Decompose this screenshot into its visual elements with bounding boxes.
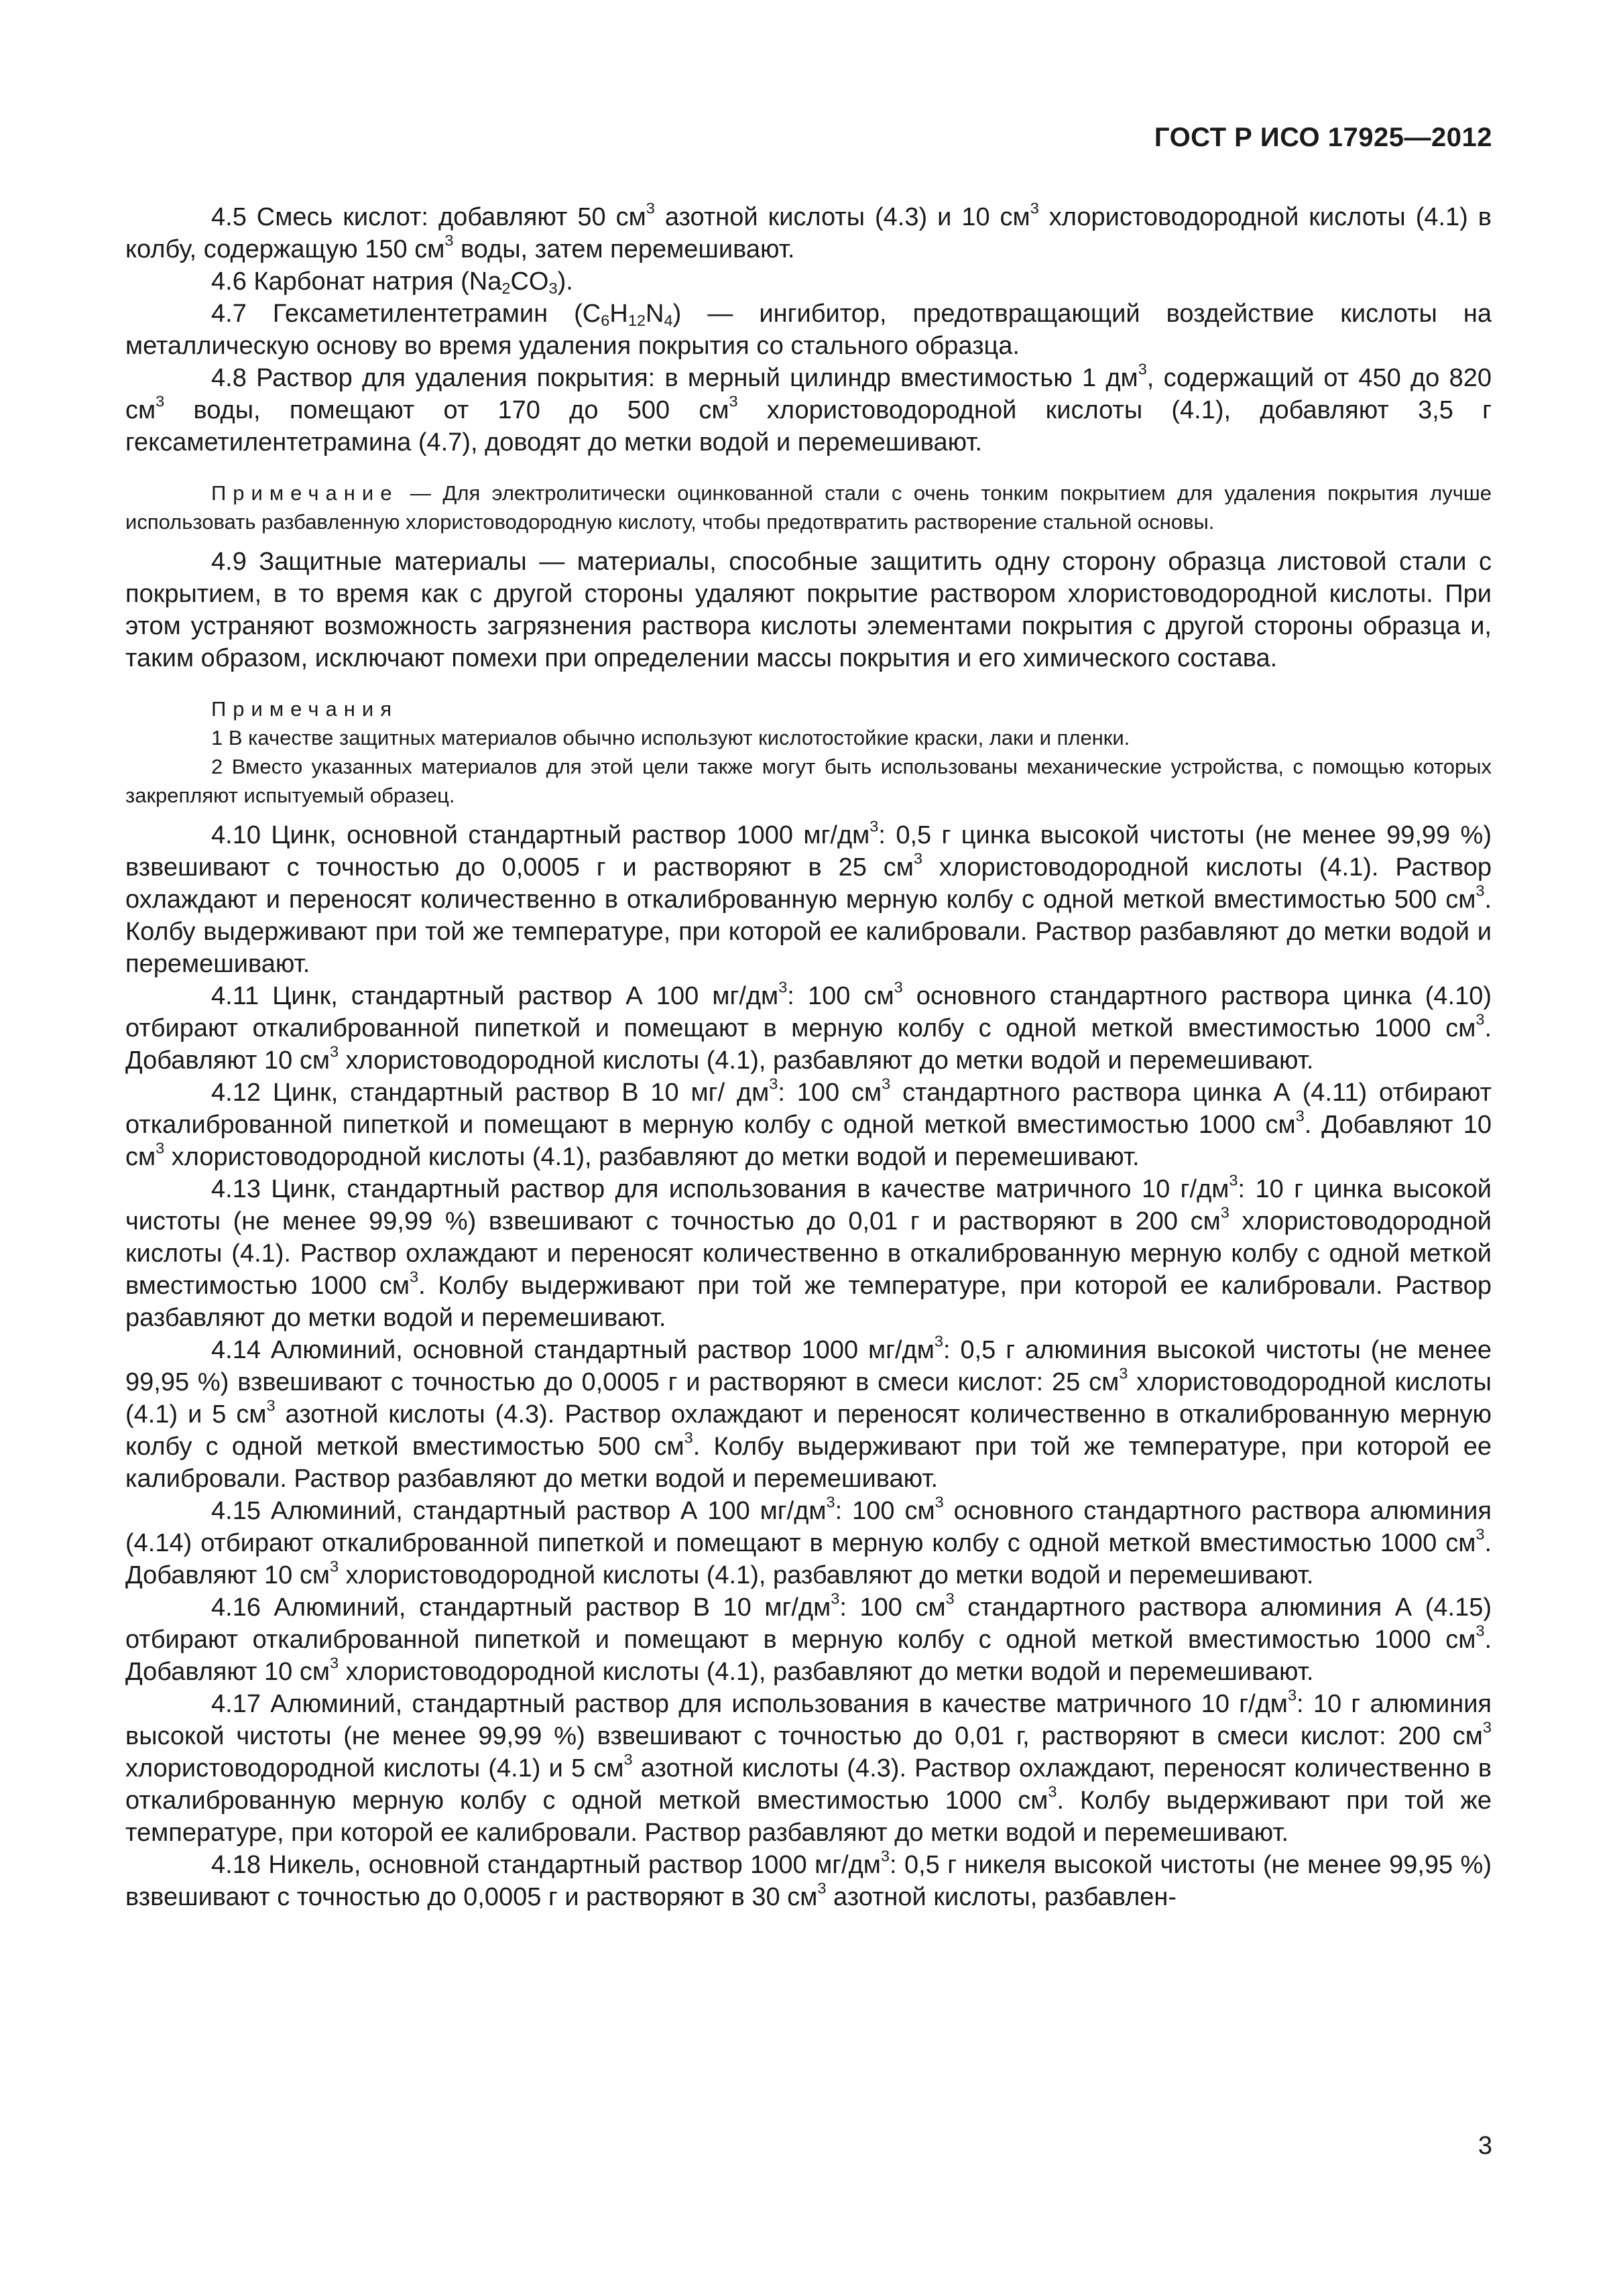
clause-4-17: 4.17 Алюминий, стандартный раствор для использования в качестве матричного 10 $г/дм^3$: 10 г алюминия высокой чистоты (не менее 99,99 %) взвешивают с точностью до 0,01 г, растворяют в смеси кислот: 200 $см^3$ хлористоводородной кислоты (4.1) и 5 $см^3$ азотной кислоты (4.3). Раствор охлаждают, переносят количественно в откалиброванную мерную колбу с одной меткой вместимостью 1000 $см^3$. Колбу выдерживают при той же температуре, при которой ее калибровали. Раствор разбавляют до метки водой и перемешивают. [125,1686,1492,1847]
notes-4-9 [125,694,1492,810]
document-header: ГОСТ Р ИСО 17925—2012 [1154,123,1492,152]
clause-4-15: 4.15 Алюминий, стандартный раствор А 100 $мг/дм^3$: 100 $см^3$ основного стандартного раствора алюминия (4.14) отбирают откалиброванной пипеткой и помещают в мерную колбу с одной меткой вместимостью 1000 $см^3$. Добавляют 10 $см^3$ хлористоводородной кислоты (4.1), разбавляют до метки водой и перемешивают. [125,1493,1492,1589]
clause-4-18: 4.18 Никель, основной стандартный раствор 1000 $мг/дм^3$: 0,5 г никеля высокой чистоты (не менее 99,95 %) взвешивают с точностью до 0,0005 г и растворяют в 30 $см^3$ азотной кислоты, разбавлен- [125,1847,1492,1911]
clause-4-12: 4.12 Цинк, стандартный раствор В 10 мг/ $дм^3$: 100 $см^3$ стандартного раствора цинка А (4.11) отбирают откалиброванной пипеткой и помещают в мерную колбу с одной меткой вместимостью 1000 $см^3$. Добавляют 10 $см^3$ хлористоводородной кислоты (4.1), разбавляют до метки водой и перемешивают. [125,1075,1492,1171]
clause-4-13: 4.13 Цинк, стандартный раствор для использования в качестве матричного 10 $г/дм^3$: 10 г цинка высокой чистоты (не менее 99,99 %) взвешивают с точностью до 0,01 г и растворяют в 200 $см^3$ хлористоводородной кислоты (4.1). Раствор охлаждают и переносят количественно в откалиброванную мерную колбу с одной меткой вместимостью 1000 $см^3$. Колбу выдерживают при той же температуре, при которой ее калибровали. Раствор разбавляют до метки водой и перемешивают. [125,1171,1492,1332]
document-body [125,201,1492,1913]
clause-4-5: 4.5 Смесь кислот: добавляют 50 $см^3$ азотной кислоты (4.3) и 10 $см^3$ хлористоводородной кислоты (4.1) в колбу, содержащую 150 $см^3$ воды, затем перемешивают. [125,199,1492,263]
note-text: — Для электролитически оцинкованной стали с очень тонким покрытием для удаления покрытия лучше использовать разбавленную хлористоводородную кислоту, чтобы предотвратить растворение стальной основы. [125,481,1492,534]
clause-4-8: 4.8 Раствор для удаления покрытия: в мерный цилиндр вместимостью 1 $дм^3$, содержащий от 450 до 820 $см^3$ воды, помещают от 170 до 500 $см^3$ хлористоводородной кислоты (4.1), добавляют 3,5 г гексаметилентетрамина (4.7), доводят до метки водой и перемешивают. [125,360,1492,457]
clause-4-11: 4.11 Цинк, стандартный раствор А 100 $мг/дм^3$: 100 $см^3$ основного стандартного раствора цинка (4.10) отбирают откалиброванной пипеткой и помещают в мерную колбу с одной меткой вместимостью 1000 $см^3$. Добавляют 10 $см^3$ хлористоводородной кислоты (4.1), разбавляют до метки водой и перемешивают. [125,978,1492,1075]
clause-4-14: 4.14 Алюминий, основной стандартный раствор 1000 $мг/дм^3$: 0,5 г алюминия высокой чистоты (не менее 99,95 %) взвешивают с точностью до 0,0005 г и растворяют в смеси кислот: 25 $см^3$ хлористоводородной кислоты (4.1) и 5 $см^3$ азотной кислоты (4.3). Раствор охлаждают и переносят количественно в откалиброванную мерную колбу с одной меткой вместимостью 500 $см^3$. Колбу выдерживают при той же температуре, при которой ее калибровали. Раствор разбавляют до метки водой и перемешивают. [125,1332,1492,1493]
note-4-8 [125,479,1492,536]
clause-4-6: 4.6 Карбонат натрия $(Na_2CO_3)$. [211,267,573,297]
note-item-1: 1 В качестве защитных материалов обычно используют кислотостойкие краски, лаки и пленки. [211,726,1130,749]
note-label: Примечание [211,481,399,505]
notes-label: Примечания [211,697,398,721]
clause-4-7: 4.7 Гексаметилентетрамин $(C_6H_{12}N_4)$ — ингибитор, предотвращающий воздействие кислоты на металлическую основу во время удаления покрытия со стального образца. [125,300,1492,360]
clause-4-10: 4.10 Цинк, основной стандартный раствор 1000 $мг/дм^3$: 0,5 г цинка высокой чистоты (не менее 99,99 %) взвешивают с точностью до 0,0005 г и растворяют в 25 $см^3$ хлористоводородной кислоты (4.1). Раствор охлаждают и переносят количественно в откалиброванную мерную колбу с одной меткой вместимостью 500 $см^3$. Колбу выдерживают при той же температуре, при которой ее калибровали. Раствор разбавляют до метки водой и перемешивают. [125,817,1492,978]
note-item-2: 2 Вместо указанных материалов для этой цели также могут быть использованы механические устройства, с помощью которых закрепляют испытуемый образец. [125,755,1492,807]
clause-4-9: 4.9 Защитные материалы — материалы, способные защитить одну сторону образца листовой стали с покрытием, в то время как с другой стороны удаляют покрытие раствором хлористоводородной кислоты. При этом устраняют возможность загрязнения раствора кислоты элементами покрытия с другой стороны образца и, таким образом, исключают помехи при определении массы покрытия и его химического состава. [125,548,1492,672]
page-number: 3 [1478,2132,1492,2160]
clause-4-16: 4.16 Алюминий, стандартный раствор В 10 $мг/дм^3$: 100 $см^3$ стандартного раствора алюминия А (4.15) отбирают откалиброванной пипеткой и помещают в мерную колбу с одной меткой вместимостью 1000 $см^3$. Добавляют 10 $см^3$ хлористоводородной кислоты (4.1), разбавляют до метки водой и перемешивают. [125,1589,1492,1686]
